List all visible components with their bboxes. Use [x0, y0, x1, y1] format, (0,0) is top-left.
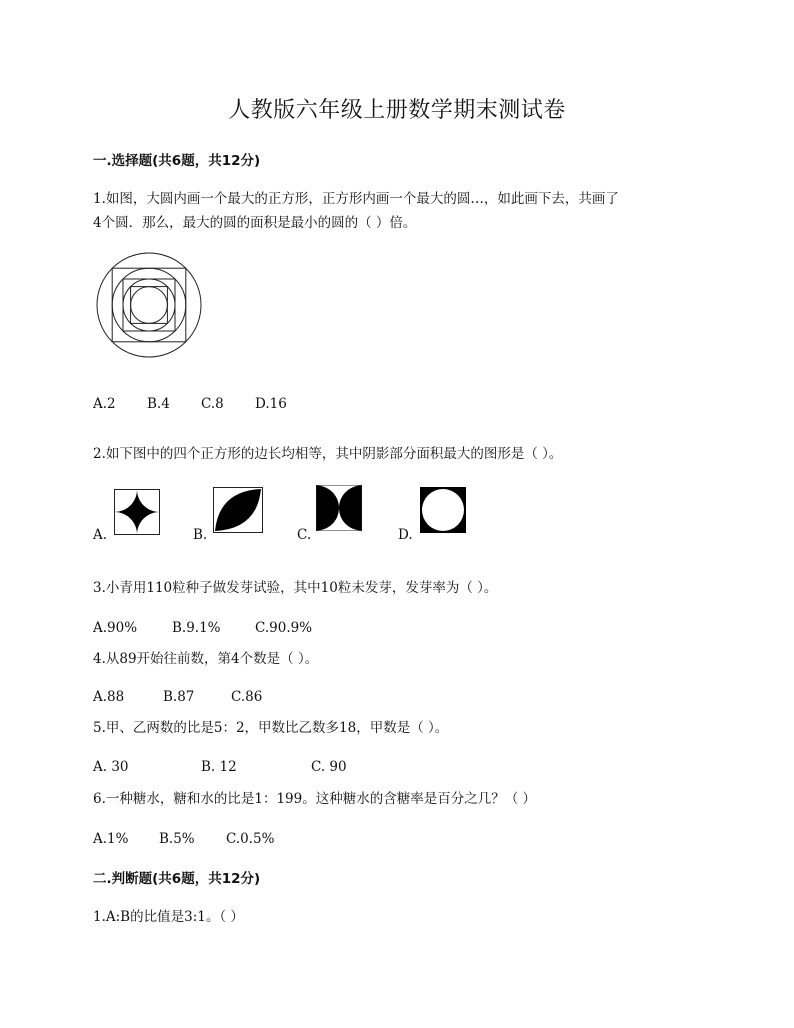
question-2-text: 2.如下图中的四个正方形的边长均相等，其中阴影部分面积最大的图形是（ ）。 [93, 446, 563, 462]
q3-option-a: A.90% [93, 620, 138, 636]
q6-option-c: C.0.5% [226, 831, 275, 847]
nested-circles-squares-figure [94, 250, 204, 360]
q5-option-c: C. 90 [311, 759, 347, 775]
q1-option-a: A.2 [93, 396, 116, 412]
q3-option-b: B.9.1% [172, 620, 221, 636]
page-title: 人教版六年级上册数学期末测试卷 [228, 98, 566, 123]
q5-option-a: A. 30 [93, 759, 129, 775]
q2-label-d: D. [398, 527, 413, 543]
q3-option-c: C.90.9% [255, 620, 313, 636]
q1-option-b: B.4 [147, 396, 170, 412]
square-leaf-figure [213, 487, 263, 533]
q1-option-c: C.8 [201, 396, 224, 412]
question-4-options [93, 686, 262, 705]
square-bowtie-figure [316, 485, 362, 531]
question-6-text: 6.一种糖水，糖和水的比是1：199。这种糖水的含糖率是百分之几？（ ） [93, 791, 537, 807]
square-four-arcs-star-figure [114, 489, 160, 535]
question-1-line-2: 4个圆．那么，最大的圆的面积是最小的圆的（ ）倍。 [93, 215, 417, 231]
judgement-1-text: 1.A:B的比值是3:1。（ ） [93, 909, 244, 925]
question-1-options [93, 393, 287, 412]
q6-option-b: B.5% [159, 831, 195, 847]
question-1-line-1: 1.如图，大圆内画一个最大的正方形，正方形内画一个最大的圆…，如此画下去，共画了 [93, 191, 619, 207]
q2-label-b: B. [193, 527, 208, 543]
q1-option-d: D.16 [255, 396, 287, 412]
q4-option-b: B.87 [163, 689, 195, 705]
q5-option-b: B. 12 [201, 759, 237, 775]
q4-option-c: C.86 [231, 689, 263, 705]
square-inscribed-circle-figure [420, 487, 466, 533]
question-4-text: 4.从89开始往前数，第4个数是（ ）。 [93, 651, 319, 667]
section-heading-judgement: 二.判断题(共6题，共12分) [93, 871, 261, 887]
question-5-options [93, 756, 347, 775]
q4-option-a: A.88 [93, 689, 125, 705]
question-5-text: 5.甲、乙两数的比是5：2，甲数比乙数多18，甲数是（ ）。 [93, 720, 449, 736]
section-heading-choice: 一.选择题(共6题，共12分) [93, 153, 261, 169]
q6-option-a: A.1% [93, 831, 129, 847]
q2-label-a: A. [93, 527, 108, 543]
question-3-text: 3.小青用110粒种子做发芽试验，其中10粒未发芽，发芽率为（ ）。 [93, 580, 498, 596]
question-6-options [93, 828, 274, 847]
q2-label-c: C. [297, 527, 312, 543]
question-3-options [93, 617, 312, 636]
